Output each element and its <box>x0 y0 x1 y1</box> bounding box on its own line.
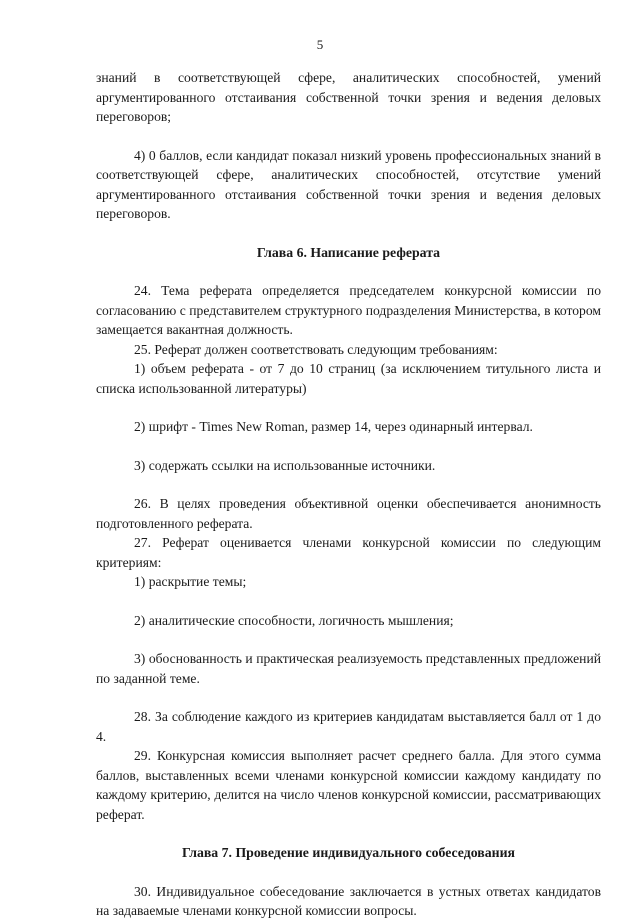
paragraph-29: 29. Конкурсная комиссия выполняет расчет среднего балла. Для этого сумма баллов, выставленных всеми членами конкурсной комиссии каждому кандидату по каждому критерию, делится на число членов конкурсной комиссии, рассматривающих реферат. <box>96 748 601 822</box>
paragraph-25-item-2: 2) шрифт - Times New Roman, размер 14, через одинарный интервал. <box>134 419 533 434</box>
paragraph-27-item-2: 2) аналитические способности, логичность мышления; <box>134 612 454 628</box>
paragraph-score-0: 4) 0 баллов, если кандидат показал низкий уровень профессиональных знаний в соответствующей сфере, аналитических способностей, отсутствие умений аргументированного отстаивания собственной точки зрения и ведения деловых переговоров. <box>96 147 601 221</box>
paragraph-24: 24. Тема реферата определяется председателем конкурсной комиссии по согласованию с представителем структурного подразделения Министерства, в котором замещается вакантная должность. <box>96 283 601 337</box>
paragraph-28: 28. За соблюдение каждого из критериев кандидатам выставляется балл от 1 до 4. <box>96 709 601 744</box>
paragraph-30: 30. Индивидуальное собеседование заключается в устных ответах кандидатов на задаваемые членами конкурсной комиссии вопросы. <box>96 883 601 918</box>
paragraph-25-item-3: 3) содержать ссылки на использованные источники. <box>134 457 436 473</box>
paragraph-25: 25. Реферат должен соответствовать следующим требованиям: <box>134 341 498 357</box>
paragraph-26: 26. В целях проведения объективной оценки обеспечивается анонимность подготовленного реферата. <box>96 496 601 531</box>
paragraph-27: 27. Реферат оценивается членами конкурсной комиссии по следующим критериям: <box>96 535 601 570</box>
document-body <box>96 68 601 921</box>
paragraph-continuation: знаний в соответствующей сфере, аналитических способностей, умений аргументированного отстаивания собственной точки зрения и ведения деловых переговоров; <box>96 70 601 124</box>
page-number: 5 <box>316 37 324 52</box>
chapter-6-heading: Глава 6. Написание реферата <box>256 244 441 260</box>
paragraph-27-item-1: 1) раскрытие темы; <box>134 574 247 589</box>
paragraph-27-item-3: 3) обоснованность и практическая реализуемость представленных предложений по заданной теме. <box>96 651 601 686</box>
paragraph-25-item-1: 1) объем реферата - от 7 до 10 страниц (за исключением титульного листа и списка использованной литературы) <box>96 361 601 396</box>
chapter-7-heading: Глава 7. Проведение индивидуального собеседования <box>182 845 515 860</box>
